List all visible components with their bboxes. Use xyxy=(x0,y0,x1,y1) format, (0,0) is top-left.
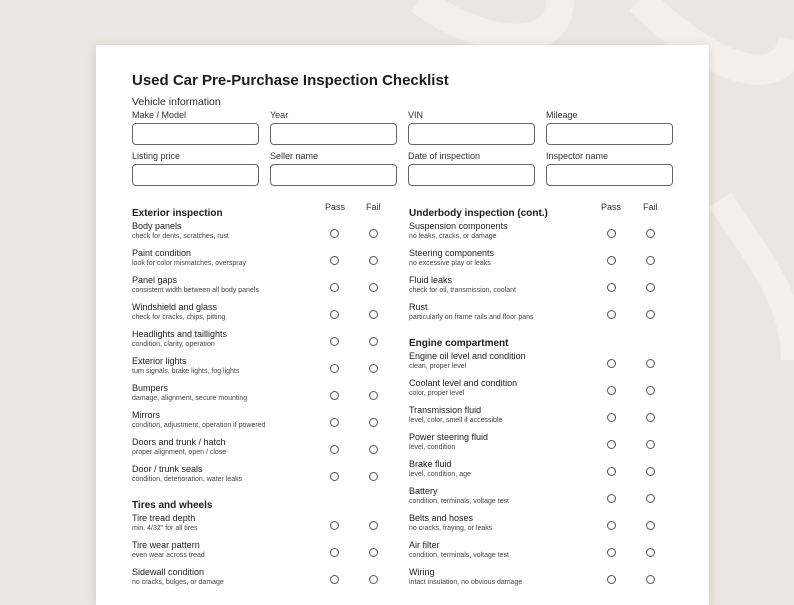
fail-radio[interactable] xyxy=(369,229,378,238)
pass-radio[interactable] xyxy=(330,256,339,265)
vin-field xyxy=(408,110,535,145)
right-checklist-column xyxy=(409,203,659,594)
seller-name-field xyxy=(270,151,397,186)
fail-radio[interactable] xyxy=(646,386,655,395)
item-description: turn signals, brake lights, fog lights xyxy=(132,368,240,375)
checklist-item xyxy=(409,513,659,540)
fail-radio[interactable] xyxy=(369,391,378,400)
engine-list xyxy=(409,351,659,594)
field-label: Make / Model xyxy=(132,110,187,120)
checklist-item xyxy=(409,540,659,567)
item-name: Mirrors xyxy=(132,410,160,420)
item-name: Panel gaps xyxy=(132,275,178,285)
checklist-item xyxy=(409,221,659,248)
item-description: consistent width between all body panels xyxy=(132,287,259,294)
field-label: Listing price xyxy=(132,151,181,161)
fail-radio[interactable] xyxy=(646,440,655,449)
fail-radio[interactable] xyxy=(369,575,378,584)
item-name: Bumpers xyxy=(132,383,169,393)
fail-radio[interactable] xyxy=(646,359,655,368)
fail-radio[interactable] xyxy=(646,575,655,584)
pass-radio[interactable] xyxy=(607,440,616,449)
item-description: look for color mismatches, overspray xyxy=(132,260,246,267)
fail-radio[interactable] xyxy=(369,521,378,530)
listing-price-input[interactable] xyxy=(132,164,259,186)
item-description: check for cracks, chips, pitting xyxy=(132,314,226,321)
checklist-item xyxy=(132,329,382,356)
item-description: no excessive play or leaks xyxy=(409,260,491,267)
fail-radio[interactable] xyxy=(369,283,378,292)
make-model-field xyxy=(132,110,259,145)
field-label: Year xyxy=(270,110,289,120)
pass-column-label: Pass xyxy=(601,202,622,212)
fail-radio[interactable] xyxy=(646,229,655,238)
item-description: condition, terminals, voltage test xyxy=(409,552,509,559)
checklist-item xyxy=(409,459,659,486)
fail-radio[interactable] xyxy=(369,337,378,346)
pass-radio[interactable] xyxy=(330,229,339,238)
tires-heading: Tires and wheels xyxy=(132,500,213,511)
pass-radio[interactable] xyxy=(330,548,339,557)
item-description: check for oil, transmission, coolant xyxy=(409,287,516,294)
item-description: condition, clarity, operation xyxy=(132,341,215,348)
fail-radio[interactable] xyxy=(646,494,655,503)
item-name: Headlights and taillights xyxy=(132,329,228,339)
fail-radio[interactable] xyxy=(369,364,378,373)
item-description: damage, alignment, secure mounting xyxy=(132,395,248,402)
checklist-item xyxy=(132,410,382,437)
seller-name-input[interactable] xyxy=(270,164,397,186)
item-name: Transmission fluid xyxy=(409,405,482,415)
pass-radio[interactable] xyxy=(330,472,339,481)
checklist-item xyxy=(409,302,659,329)
item-name: Paint condition xyxy=(132,248,192,258)
inspector-name-field xyxy=(546,151,673,186)
item-description: particularly on frame rails and floor pans xyxy=(409,314,534,321)
checklist-page xyxy=(96,45,709,605)
make-model-input[interactable] xyxy=(132,123,259,145)
fail-radio[interactable] xyxy=(646,310,655,319)
underbody-header-row xyxy=(409,203,659,217)
item-description: no cracks, bulges, or damage xyxy=(132,579,224,586)
pass-radio[interactable] xyxy=(330,445,339,454)
checklist-item xyxy=(409,248,659,275)
item-name: Rust xyxy=(409,302,428,312)
item-name: Coolant level and condition xyxy=(409,378,518,388)
item-name: Tire wear pattern xyxy=(132,540,200,550)
pass-radio[interactable] xyxy=(607,310,616,319)
checklist-item xyxy=(132,464,382,491)
item-name: Air filter xyxy=(409,540,440,550)
item-name: Exterior lights xyxy=(132,356,187,366)
pass-radio[interactable] xyxy=(607,283,616,292)
pass-radio[interactable] xyxy=(330,337,339,346)
fail-radio[interactable] xyxy=(369,445,378,454)
date-of-inspection-input[interactable] xyxy=(408,164,535,186)
item-name: Windshield and glass xyxy=(132,302,218,312)
tires-list xyxy=(132,513,382,594)
fail-radio[interactable] xyxy=(646,521,655,530)
item-name: Doors and trunk / hatch xyxy=(132,437,226,447)
field-label: VIN xyxy=(408,110,424,120)
pass-radio[interactable] xyxy=(607,575,616,584)
date-of-inspection-field xyxy=(408,151,535,186)
field-label: Seller name xyxy=(270,151,319,161)
checklist-item xyxy=(132,540,382,567)
item-description: even wear across tread xyxy=(132,552,205,559)
checklist-item xyxy=(409,405,659,432)
checklist-item xyxy=(409,432,659,459)
item-description: proper alignment, open / close xyxy=(132,449,227,456)
item-description: condition, terminals, voltage test xyxy=(409,498,509,505)
listing-price-field xyxy=(132,151,259,186)
item-description: condition, adjustment, operation if powered xyxy=(132,422,266,429)
year-field xyxy=(270,110,397,145)
item-description: no cracks, fraying, or leaks xyxy=(409,525,493,532)
pass-radio[interactable] xyxy=(330,391,339,400)
pass-radio[interactable] xyxy=(330,575,339,584)
pass-radio[interactable] xyxy=(607,256,616,265)
item-description: condition, deterioration, water leaks xyxy=(132,476,243,483)
pass-column-label: Pass xyxy=(325,202,346,212)
item-name: Door / trunk seals xyxy=(132,464,203,474)
item-description: level, condition xyxy=(409,444,456,451)
pass-radio[interactable] xyxy=(330,364,339,373)
pass-radio[interactable] xyxy=(607,386,616,395)
item-name: Sidewall condition xyxy=(132,567,205,577)
underbody-heading: Underbody inspection (cont.) xyxy=(409,208,548,219)
pass-radio[interactable] xyxy=(607,467,616,476)
item-description: level, color, smell if accessible xyxy=(409,417,503,424)
checklist-item xyxy=(409,275,659,302)
item-name: Fluid leaks xyxy=(409,275,453,285)
engine-heading: Engine compartment xyxy=(409,338,509,349)
item-description: clean, proper level xyxy=(409,363,467,370)
pass-radio[interactable] xyxy=(607,548,616,557)
exterior-list xyxy=(132,221,382,491)
fail-radio[interactable] xyxy=(369,256,378,265)
pass-radio[interactable] xyxy=(607,494,616,503)
exterior-header-row xyxy=(132,203,382,217)
checklist-item xyxy=(132,356,382,383)
fail-radio[interactable] xyxy=(369,418,378,427)
item-description: check for dents, scratches, rust xyxy=(132,233,229,240)
vehicle-info-heading: Vehicle information xyxy=(132,96,221,108)
item-name: Power steering fluid xyxy=(409,432,489,442)
pass-radio[interactable] xyxy=(607,413,616,422)
checklist-item xyxy=(132,248,382,275)
fail-radio[interactable] xyxy=(369,310,378,319)
pass-radio[interactable] xyxy=(330,310,339,319)
exterior-heading: Exterior inspection xyxy=(132,208,223,219)
fail-radio[interactable] xyxy=(646,548,655,557)
fail-radio[interactable] xyxy=(646,413,655,422)
fail-radio[interactable] xyxy=(369,548,378,557)
item-description: min. 4/32" for all tires xyxy=(132,525,198,532)
item-name: Body panels xyxy=(132,221,182,231)
vin-input[interactable] xyxy=(408,123,535,145)
checklist-item xyxy=(409,378,659,405)
checklist-item xyxy=(132,275,382,302)
item-name: Steering components xyxy=(409,248,495,258)
checklist-item xyxy=(409,567,659,594)
item-description: intact insulation, no obvious damage xyxy=(409,579,523,586)
field-label: Inspector name xyxy=(546,151,609,161)
year-input[interactable] xyxy=(270,123,397,145)
fail-radio[interactable] xyxy=(369,472,378,481)
mileage-field xyxy=(546,110,673,145)
item-name: Engine oil level and condition xyxy=(409,351,526,361)
pass-radio[interactable] xyxy=(607,521,616,530)
pass-radio[interactable] xyxy=(330,283,339,292)
item-description: no leaks, cracks, or damage xyxy=(409,233,497,240)
checklist-item xyxy=(132,437,382,464)
item-description: level, condition, age xyxy=(409,471,471,478)
pass-radio[interactable] xyxy=(330,418,339,427)
checklist-item xyxy=(409,351,659,378)
fail-radio[interactable] xyxy=(646,283,655,292)
pass-radio[interactable] xyxy=(607,229,616,238)
checklist-item xyxy=(409,486,659,513)
item-name: Battery xyxy=(409,486,438,496)
item-name: Wiring xyxy=(409,567,435,577)
item-name: Suspension components xyxy=(409,221,508,231)
checklist-item xyxy=(132,567,382,594)
pass-radio[interactable] xyxy=(330,521,339,530)
checklist-item xyxy=(132,302,382,329)
pass-radio[interactable] xyxy=(607,359,616,368)
item-name: Brake fluid xyxy=(409,459,452,469)
field-label: Date of inspection xyxy=(408,151,481,161)
inspector-name-input[interactable] xyxy=(546,164,673,186)
fail-column-label: Fail xyxy=(366,202,381,212)
mileage-input[interactable] xyxy=(546,123,673,145)
underbody-list xyxy=(409,221,659,329)
field-label: Mileage xyxy=(546,110,578,120)
checklist-item xyxy=(132,383,382,410)
item-name: Belts and hoses xyxy=(409,513,474,523)
fail-radio[interactable] xyxy=(646,256,655,265)
checklist-item xyxy=(132,221,382,248)
checklist-item xyxy=(132,513,382,540)
item-description: color, proper level xyxy=(409,390,465,397)
fail-column-label: Fail xyxy=(643,202,658,212)
item-name: Tire tread depth xyxy=(132,513,196,523)
fail-radio[interactable] xyxy=(646,467,655,476)
page-title: Used Car Pre-Purchase Inspection Checklist xyxy=(132,72,449,89)
left-checklist-column xyxy=(132,203,382,594)
